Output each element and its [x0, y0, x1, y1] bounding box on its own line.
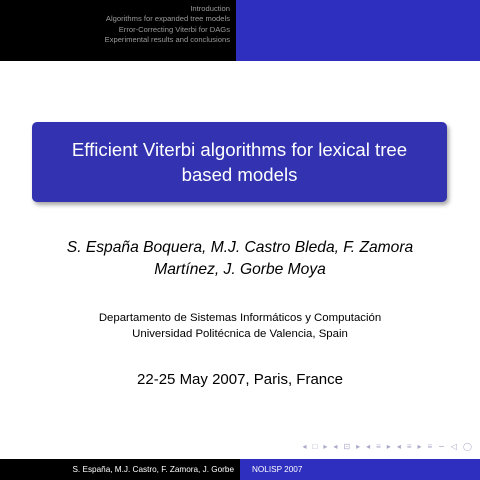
authors-line-1: S. España Boquera, M.J. Castro Bleda, F. Zamora	[66, 239, 414, 256]
nav-right-frame-icon[interactable]: ▸	[323, 442, 328, 451]
nav-frame-icon[interactable]: □	[312, 442, 318, 451]
footer-authors: S. España, M.J. Castro, F. Zamora, J. Gorbe	[0, 459, 240, 480]
nav-left-document-icon[interactable]: ◂	[396, 442, 401, 451]
footer-conference: NOLISP 2007	[240, 459, 480, 480]
nav-document-icon[interactable]: ≡	[406, 442, 412, 451]
footer-band	[0, 459, 480, 480]
presentation-date: 22-25 May 2007, Paris, France	[137, 371, 343, 388]
institute-line-1: Departamento de Sistemas Informáticos y Computación	[98, 312, 382, 324]
header-band	[0, 0, 480, 61]
nav-right-section-icon[interactable]: ▸	[386, 442, 391, 451]
nav-item-algorithms[interactable]: Algorithms for expanded tree models	[105, 14, 230, 24]
header-navigation-panel	[0, 0, 236, 61]
authors-line-2: Martínez, J. Gorbe Moya	[154, 261, 326, 278]
beamer-navigation-symbols	[303, 442, 473, 452]
institute	[40, 310, 440, 342]
nav-subsection-icon[interactable]: ⊡	[343, 442, 351, 451]
nav-item-introduction[interactable]: Introduction	[190, 4, 230, 13]
nav-back-icon[interactable]: ◁	[450, 442, 458, 451]
institute-line-2: Universidad Politécnica de Valencia, Spain	[132, 328, 348, 340]
nav-right-subsection-icon[interactable]: ▸	[356, 442, 361, 451]
nav-right-document-icon[interactable]: ▸	[417, 442, 422, 451]
nav-search-icon[interactable]: ∽	[438, 442, 445, 451]
section-navigation	[105, 4, 230, 46]
nav-left-section-icon[interactable]: ◂	[366, 442, 371, 451]
title-box	[32, 122, 447, 202]
slide-title: Efficient Viterbi algorithms for lexical tree based models	[71, 139, 408, 185]
nav-forward-icon[interactable]: ◯	[463, 442, 472, 451]
nav-item-error-correcting[interactable]: Error-Correcting Viterbi for DAGs	[118, 24, 230, 34]
authors	[40, 237, 440, 281]
header-accent-panel	[236, 0, 480, 61]
nav-section-icon[interactable]: ≡	[376, 442, 381, 451]
nav-item-experimental-results[interactable]: Experimental results and conclusions	[104, 35, 230, 45]
nav-left-frame-icon[interactable]: ◂	[302, 442, 307, 451]
nav-align-icon[interactable]: ≡	[427, 442, 433, 451]
nav-left-subsection-icon[interactable]: ◂	[333, 442, 338, 451]
